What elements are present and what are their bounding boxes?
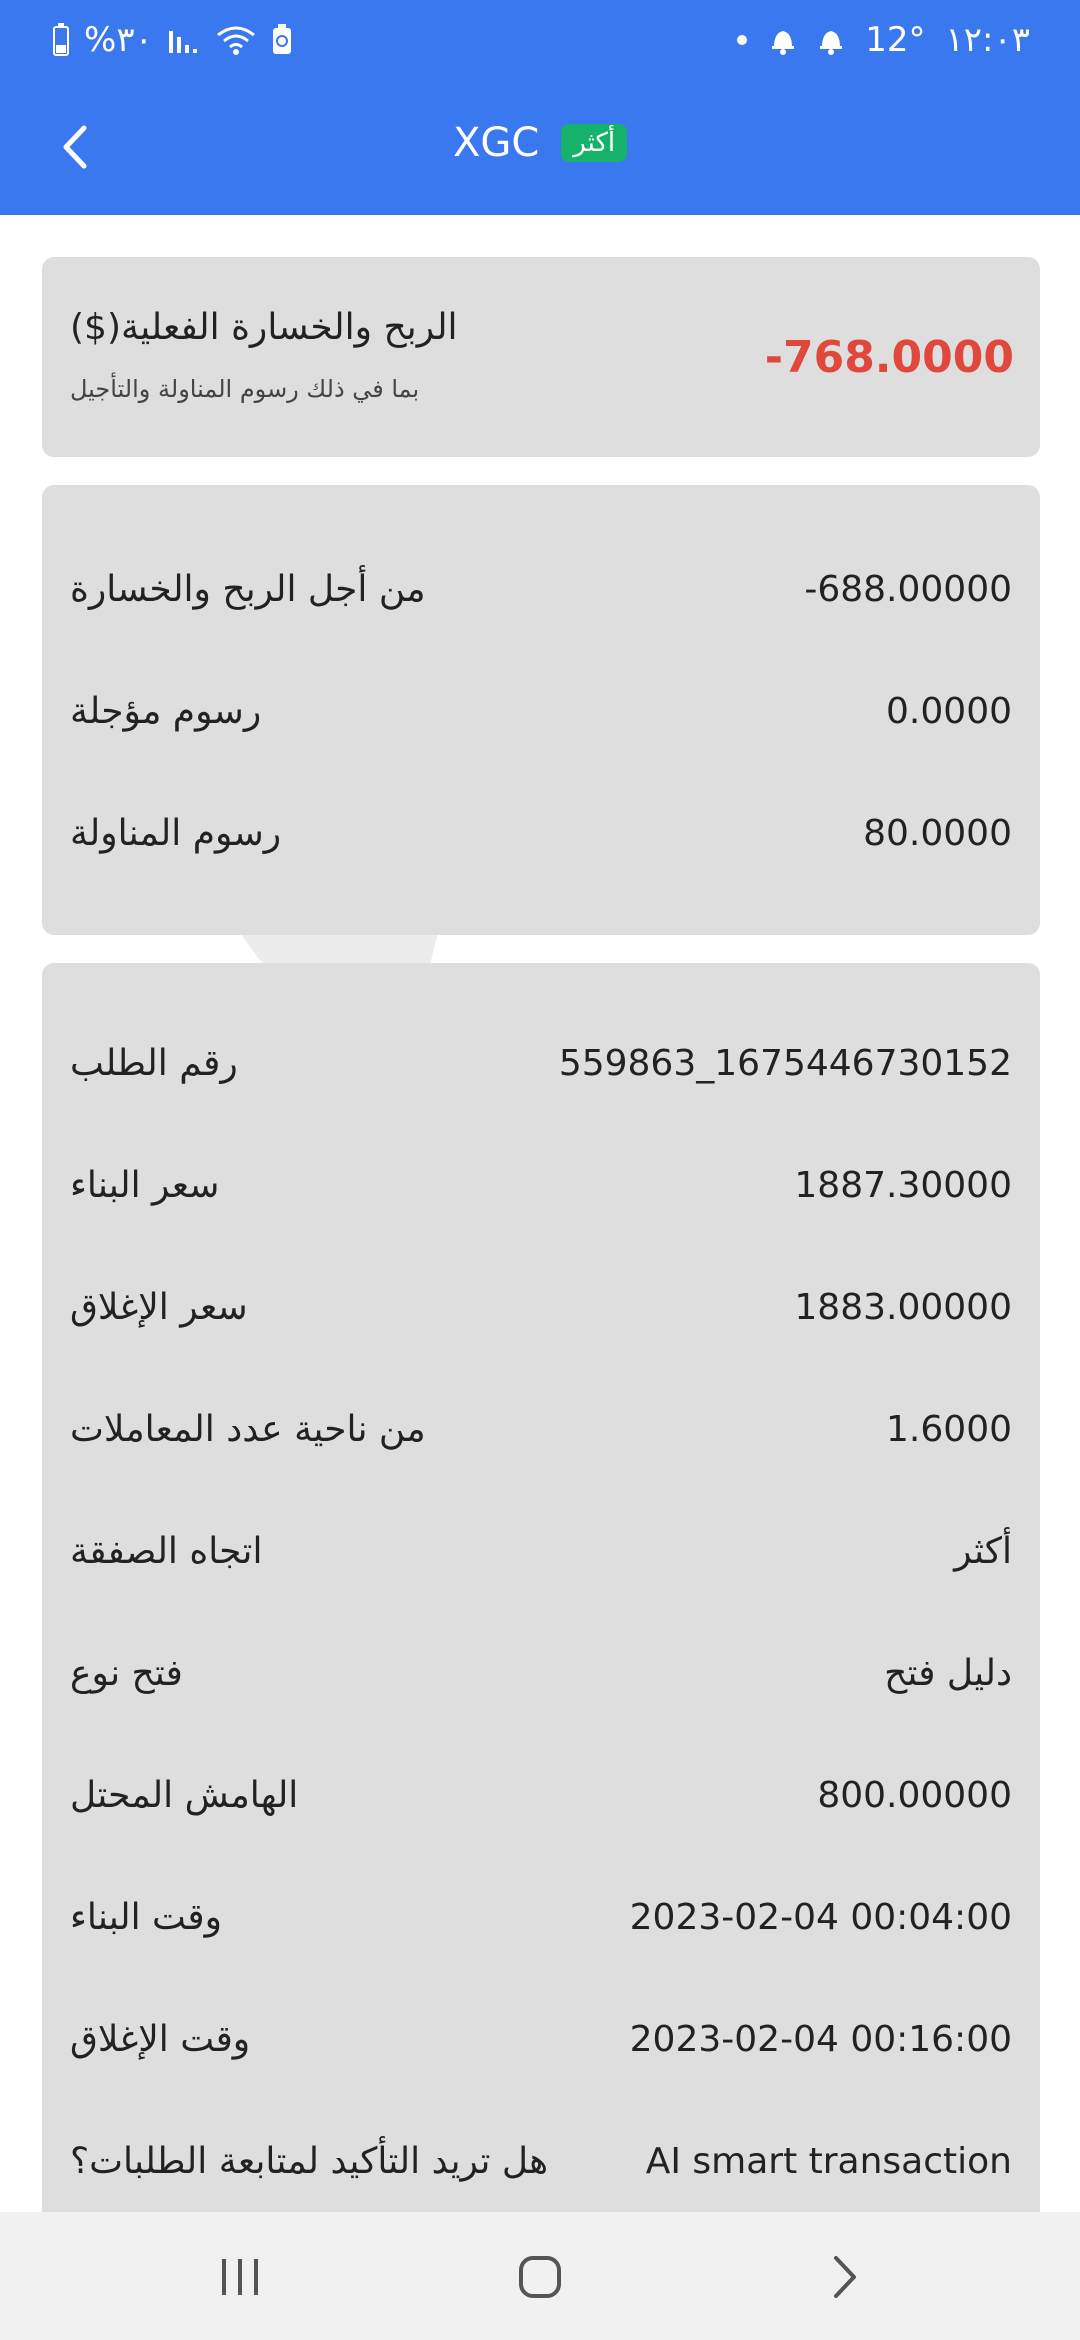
recent-apps-icon: [218, 2257, 262, 2297]
row-value: 1.6000: [886, 1408, 1012, 1450]
detail-row: [70, 2131, 1012, 2191]
home-icon: [517, 2254, 563, 2300]
row-label: فتح نوع: [70, 1652, 183, 1694]
recent-apps-button[interactable]: [200, 2242, 280, 2312]
row-value: 1887.30000: [794, 1164, 1012, 1206]
row-label: اتجاه الصفقة: [70, 1530, 263, 1572]
row-label: من ناحية عدد المعاملات: [70, 1408, 426, 1450]
app-header: [0, 84, 1080, 215]
bell-icon: [769, 25, 797, 55]
detail-row: [70, 1155, 1012, 1215]
status-bar: [0, 0, 1080, 84]
back-icon: [830, 2254, 860, 2300]
home-button[interactable]: [500, 2242, 580, 2312]
row-value: 559863_1675446730152: [558, 1042, 1012, 1084]
breakdown-row: [70, 803, 1012, 863]
pnl-label: ($)الربح والخسارة الفعلية: [70, 307, 458, 348]
row-label: سعر البناء: [70, 1164, 220, 1206]
page-title: XGC: [452, 120, 540, 166]
row-value: AI smart transaction: [645, 2140, 1012, 2182]
content: [0, 215, 1080, 2212]
detail-row: [70, 1887, 1012, 1947]
row-label: وقت البناء: [70, 1896, 222, 1938]
row-value: 1883.00000: [794, 1286, 1012, 1328]
pnl-value: -768.0000: [764, 332, 1014, 383]
detail-row: [70, 1399, 1012, 1459]
details-card: [42, 963, 1040, 2212]
row-value: أكثر: [954, 1530, 1012, 1572]
row-label: الهامش المحتل: [70, 1774, 299, 1816]
row-label: وقت الإغلاق: [70, 2018, 251, 2060]
breakdown-card: [42, 485, 1040, 935]
signal-icon: [167, 25, 201, 55]
pnl-card: [42, 257, 1040, 457]
detail-row: [70, 2009, 1012, 2069]
direction-badge: أكثر: [561, 124, 627, 162]
row-value: -688.00000: [804, 568, 1012, 610]
detail-row: [70, 1521, 1012, 1581]
clock: ١٢:٠٣: [945, 20, 1030, 60]
row-value: 800.00000: [817, 1774, 1012, 1816]
row-value: 80.0000: [863, 812, 1012, 854]
row-label: رسوم مؤجلة: [70, 690, 262, 732]
battery-percent: %٣٠: [84, 20, 153, 60]
system-nav-bar: [0, 2212, 1080, 2340]
detail-row: [70, 1765, 1012, 1825]
row-label: سعر الإغلاق: [70, 1286, 248, 1328]
row-value: 2023-02-04 00:16:00: [629, 2018, 1012, 2060]
breakdown-row: [70, 559, 1012, 619]
row-label: هل تريد التأكيد لمتابعة الطلبات؟: [70, 2140, 549, 2182]
status-right: [735, 20, 1030, 60]
dot-icon: [735, 33, 749, 47]
wifi-icon: [215, 23, 257, 57]
row-label: من أجل الربح والخسارة: [70, 568, 426, 610]
title-wrap: [0, 120, 1080, 166]
status-left: [52, 20, 293, 60]
row-label: رقم الطلب: [70, 1042, 238, 1084]
row-value: 0.0000: [886, 690, 1012, 732]
temperature: 12°: [865, 20, 926, 60]
battery-icon: [52, 23, 70, 57]
breakdown-row: [70, 681, 1012, 741]
bell-icon: [817, 25, 845, 55]
detail-row: [70, 1277, 1012, 1337]
detail-row: [70, 1643, 1012, 1703]
row-value: 2023-02-04 00:04:00: [629, 1896, 1012, 1938]
row-value: دليل فتح: [884, 1652, 1012, 1694]
battery-saver-icon: [271, 24, 293, 56]
nav-back-button[interactable]: [805, 2242, 885, 2312]
detail-row: [70, 1033, 1012, 1093]
row-label: رسوم المناولة: [70, 812, 282, 854]
pnl-sublabel: بما في ذلك رسوم المناولة والتأجيل: [70, 375, 420, 403]
